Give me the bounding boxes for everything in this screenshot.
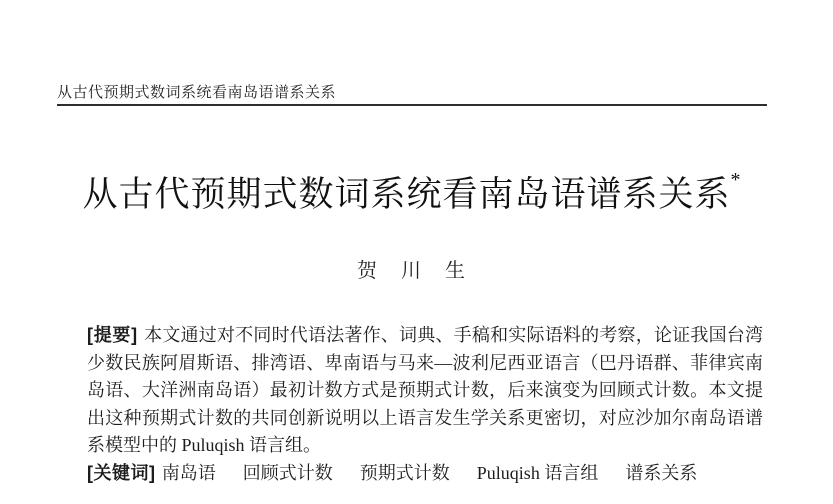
abstract-paragraph	[87, 322, 763, 460]
author-name: 贺 川 生	[357, 260, 467, 282]
header-rule	[57, 104, 767, 106]
keywords-line	[87, 460, 763, 488]
abstract-section	[57, 322, 767, 488]
paper-title-text: 从古代预期式数词系统看南岛语谱系关系	[82, 175, 731, 214]
keyword-item: 回顾式计数	[242, 462, 333, 483]
keywords-label: [关键词]	[87, 462, 156, 483]
paper-title	[57, 169, 767, 218]
title-footnote-asterisk: *	[730, 169, 742, 191]
keyword-item: 南岛语	[161, 462, 216, 483]
keyword-item: 预期式计数	[359, 462, 450, 483]
abstract-text: 本文通过对不同时代语法著作、词典、手稿和实际语料的考察，论证我国台湾少数民族阿眉斯语、排湾语、卑南语与马来—波利尼西亚语言（巴丹语群、菲律宾南岛语、大洋洲南岛语）最初计数方式是预期式计数，后来演变为回顾式计数。本文提出这种预期式计数的共同创新说明以上语言发生学关系更密切，对应沙加尔南岛语谱系模型中的 Puluqish 语言组。	[87, 325, 763, 456]
keyword-item: Puluqish 语言组	[476, 462, 599, 483]
running-head: 从古代预期式数词系统看南岛语谱系关系	[57, 84, 337, 101]
abstract-label: [提要]	[87, 325, 138, 345]
keyword-item: 谱系关系	[625, 462, 698, 483]
